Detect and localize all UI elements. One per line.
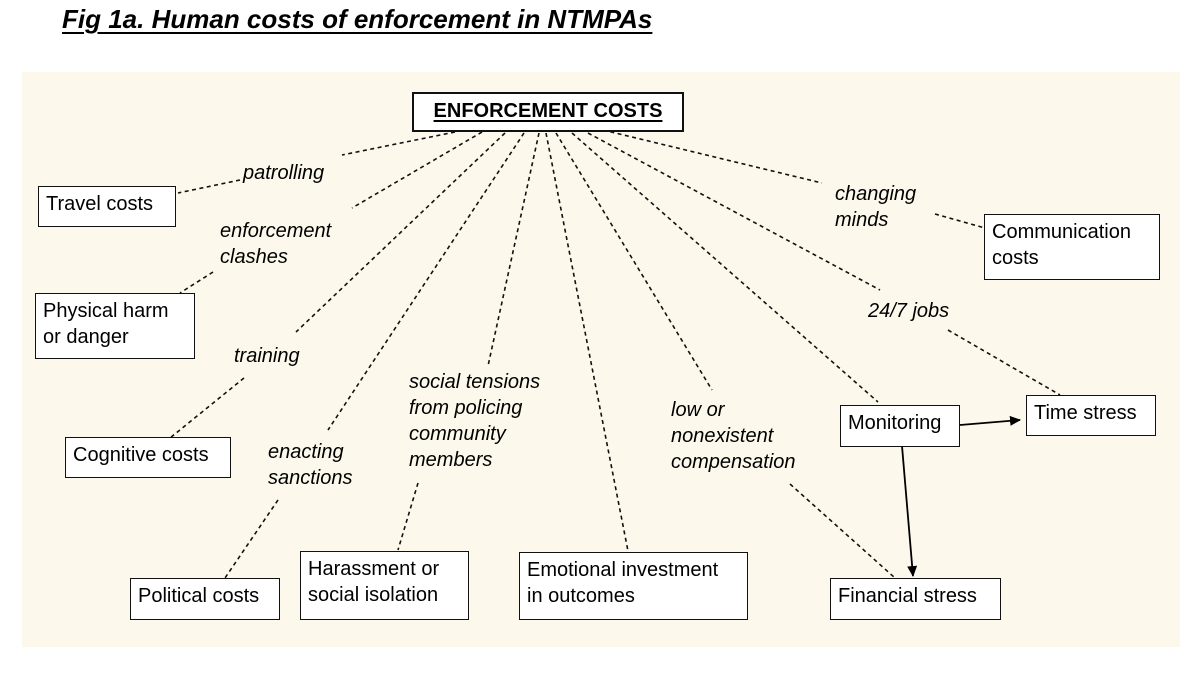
node-line: Political costs bbox=[138, 585, 260, 607]
node-harassment bbox=[300, 551, 469, 620]
label-enforcement-clashes bbox=[220, 218, 331, 270]
label-training bbox=[234, 343, 300, 369]
node-political-costs bbox=[130, 578, 280, 620]
label-line: low or bbox=[671, 399, 725, 421]
label-line: compensation bbox=[671, 451, 796, 473]
label-line: enforcement bbox=[220, 220, 332, 242]
label-line: changing bbox=[835, 183, 917, 205]
node-communication-costs bbox=[984, 214, 1160, 280]
label-line: social tensions bbox=[409, 371, 541, 393]
edge-patrolling-travel bbox=[178, 180, 240, 193]
node-line: Financial stress bbox=[838, 585, 977, 607]
node-physical-harm bbox=[35, 293, 195, 359]
arrow-monitoring-time-stress bbox=[960, 420, 1020, 425]
edge-root-low-compensation bbox=[556, 133, 712, 390]
node-line: or danger bbox=[43, 326, 129, 348]
figure-title: Fig 1a. Human costs of enforcement in NTMPAs bbox=[62, 4, 653, 34]
node-line: Harassment or bbox=[308, 558, 440, 580]
label-line: training bbox=[234, 345, 300, 367]
label-social-tensions bbox=[409, 369, 540, 473]
edge-social-tensions-harassment bbox=[398, 483, 418, 550]
edge-root-emotional-investment bbox=[546, 133, 628, 551]
node-travel-costs bbox=[38, 186, 176, 227]
node-line: Travel costs bbox=[46, 193, 154, 215]
edge-training-cognitive bbox=[170, 378, 244, 438]
edge-root-monitoring bbox=[572, 133, 878, 402]
node-line: Emotional investment bbox=[527, 559, 719, 581]
label-line: enacting bbox=[268, 441, 344, 463]
label-changing-minds bbox=[835, 181, 916, 233]
node-line: Time stress bbox=[1034, 402, 1137, 424]
node-line: social isolation bbox=[308, 584, 439, 606]
arrow-monitoring-financial-stress bbox=[902, 446, 913, 576]
label-line: nonexistent bbox=[671, 425, 774, 447]
label-line: members bbox=[409, 449, 493, 471]
label-low-compensation bbox=[671, 397, 796, 475]
node-line: costs bbox=[992, 247, 1039, 269]
node-line: Cognitive costs bbox=[73, 444, 209, 466]
edge-low-compensation-financial bbox=[790, 484, 895, 578]
edge-enforcement-clashes-physical bbox=[180, 272, 213, 293]
node-cognitive-costs bbox=[65, 437, 231, 478]
label-line: patrolling bbox=[243, 162, 325, 184]
edge-changing-minds-communication bbox=[935, 214, 985, 228]
label-line: 24/7 jobs bbox=[868, 300, 950, 322]
edge-enacting-sanctions-political bbox=[225, 500, 278, 578]
label-line: minds bbox=[835, 209, 889, 231]
edge-root-social-tensions bbox=[488, 133, 539, 366]
label-patrolling bbox=[243, 160, 324, 186]
node-time-stress bbox=[1026, 395, 1156, 436]
node-line: in outcomes bbox=[527, 585, 635, 607]
root-node-label: ENFORCEMENT COSTS bbox=[433, 100, 663, 122]
label-line: clashes bbox=[220, 246, 288, 268]
edge-root-patrolling bbox=[342, 132, 455, 155]
root-node-enforcement-costs bbox=[412, 92, 684, 132]
label-24-7-jobs bbox=[868, 298, 949, 324]
node-line: Monitoring bbox=[848, 412, 942, 434]
edge-root-enforcement-clashes bbox=[352, 132, 482, 208]
label-line: from policing bbox=[409, 397, 523, 419]
node-line: Physical harm bbox=[43, 300, 169, 322]
edge-24-7-jobs-time-stress bbox=[948, 330, 1060, 395]
node-monitoring bbox=[840, 405, 960, 447]
node-emotional-investment bbox=[519, 552, 748, 620]
label-line: community bbox=[409, 423, 506, 445]
edge-root-changing-minds bbox=[603, 130, 822, 183]
node-line: Communication bbox=[992, 221, 1131, 243]
node-financial-stress bbox=[830, 578, 1001, 620]
label-enacting-sanctions bbox=[268, 439, 353, 491]
label-line: sanctions bbox=[268, 467, 353, 489]
